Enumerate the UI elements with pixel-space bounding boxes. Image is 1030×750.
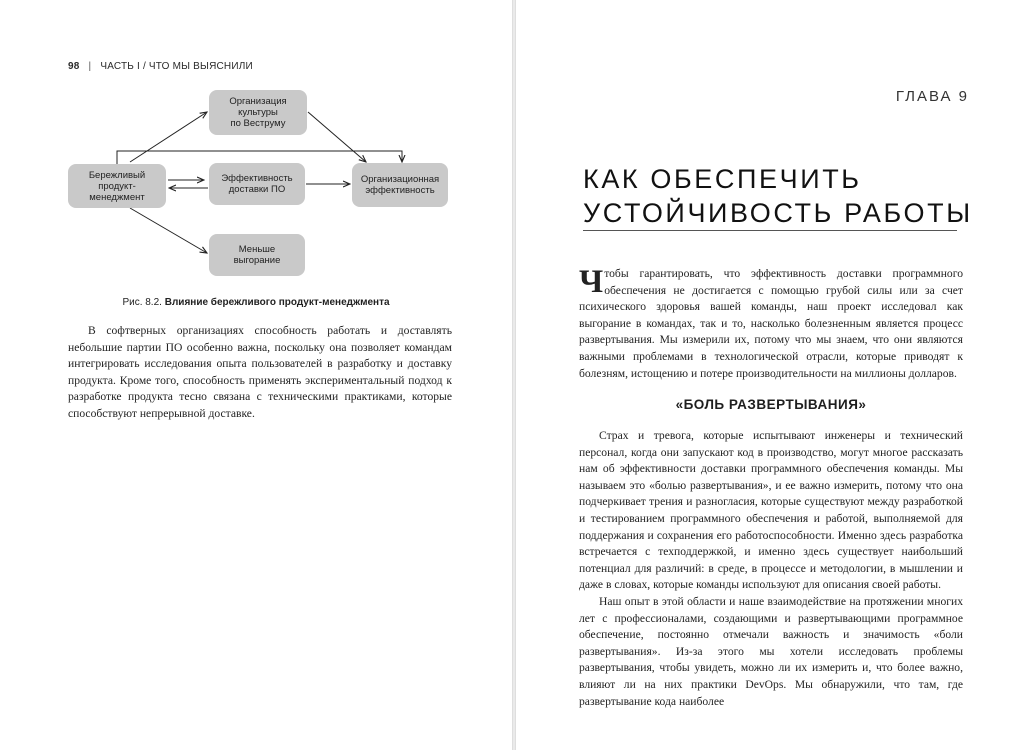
- section-paragraph-2: Наш опыт в этой области и наше взаимодействие на протяжении многих лет с профессионалами, создающими и развертывающими программное обеспечение, постоянно отмечали важность и значимость «боли развертывания». Из-за этого мы хотели исследовать проблемы развертывания, чтобы увидеть, можно ли их измерить и, что более важно, влияют ли на них практики DevOps. Мы обнаружили, что там, где развертывание кода наиболее: [579, 594, 963, 708]
- section-body: [579, 428, 963, 710]
- chapter-title-line-1: КАК ОБЕСПЕЧИТЬ: [583, 164, 862, 194]
- running-head-section: ЧАСТЬ I / ЧТО МЫ ВЫЯСНИЛИ: [100, 61, 253, 72]
- right-page: [516, 0, 1030, 750]
- chapter-title: [583, 162, 973, 230]
- figure-caption-number: Рис. 8.2.: [122, 297, 162, 308]
- drop-cap: Ч: [579, 264, 604, 300]
- section-paragraph-1: Страх и тревога, которые испытывают инженеры и технический персонал, когда они запускают код в производство, могут многое рассказать нам об эффективности доставки программного обеспечения команды. Мы называем это «болью развертывания», и ее важно измерить, потому что она подчеркивает трения и разногласия, которые существуют между разработкой и тестированием программного обеспечения и работой, выполняемой для поддержания и сохранения его работоспособности. Именно здесь разработка встречается с техподдержкой, и именно здесь существует наибольший потенциал для различий: в среде, в процессе и методологии, в мышлении и даже в словах, которые команды используют для описания своей работы.: [579, 429, 963, 592]
- arrow-culture-to-org: [308, 112, 366, 162]
- node-delivery-performance: Эффективность доставки ПО: [209, 163, 305, 205]
- lead-paragraph-block: [579, 266, 963, 382]
- arrow-lean-to-burnout: [130, 208, 207, 253]
- arrow-lean-to-culture: [130, 112, 207, 162]
- figure-caption-title: Влияние бережливого продукт-менеджмента: [164, 297, 390, 308]
- lead-paragraph: [579, 266, 963, 382]
- node-westrum-culture: Организация культуры по Веструму: [209, 90, 307, 135]
- left-page: [0, 0, 512, 750]
- node-less-burnout: Меньше выгорание: [209, 234, 305, 276]
- left-body-text: [68, 323, 452, 423]
- page-number: 98: [68, 61, 80, 72]
- figure-diagram: [0, 0, 512, 300]
- chapter-label: ГЛАВА 9: [895, 88, 969, 105]
- node-lean-product-management: Бережливый продукт- менеджмент: [68, 164, 166, 208]
- running-head-separator: |: [88, 61, 92, 72]
- figure-caption: [0, 297, 512, 308]
- node-organizational-performance: Организационная эффективность: [352, 163, 448, 207]
- chapter-title-line-2: УСТОЙЧИВОСТЬ РАБОТЫ: [583, 198, 973, 228]
- lead-paragraph-text: тобы гарантировать, что эффективность доставки программного обеспечения не достигается с помощью грубой силы или за счет психического здоровья вашей команды, наш проект исследовал как выгорание в командах, так и то, насколько болезненным является процесс развертывания. Мы измерили их, потому что мы знаем, что они являются важными проблемами в технологической отрасли, которые приводят к болезням, истощению и потере производительности на миллионы долларов.: [579, 267, 963, 380]
- left-paragraph: В софтверных организациях способность работать и доставлять небольшие партии ПО особенно важна, поскольку она позволяет командам интегрировать исследования опыта пользователей в разработку и доставку продукта. Кроме того, способность применять экспериментальный подход к разработке продукта тесно связана с техническими практиками, которые способствуют непрерывной доставке.: [68, 324, 452, 420]
- section-heading: «БОЛЬ РАЗВЕРТЫВАНИЯ»: [675, 397, 867, 412]
- title-divider: [583, 230, 957, 231]
